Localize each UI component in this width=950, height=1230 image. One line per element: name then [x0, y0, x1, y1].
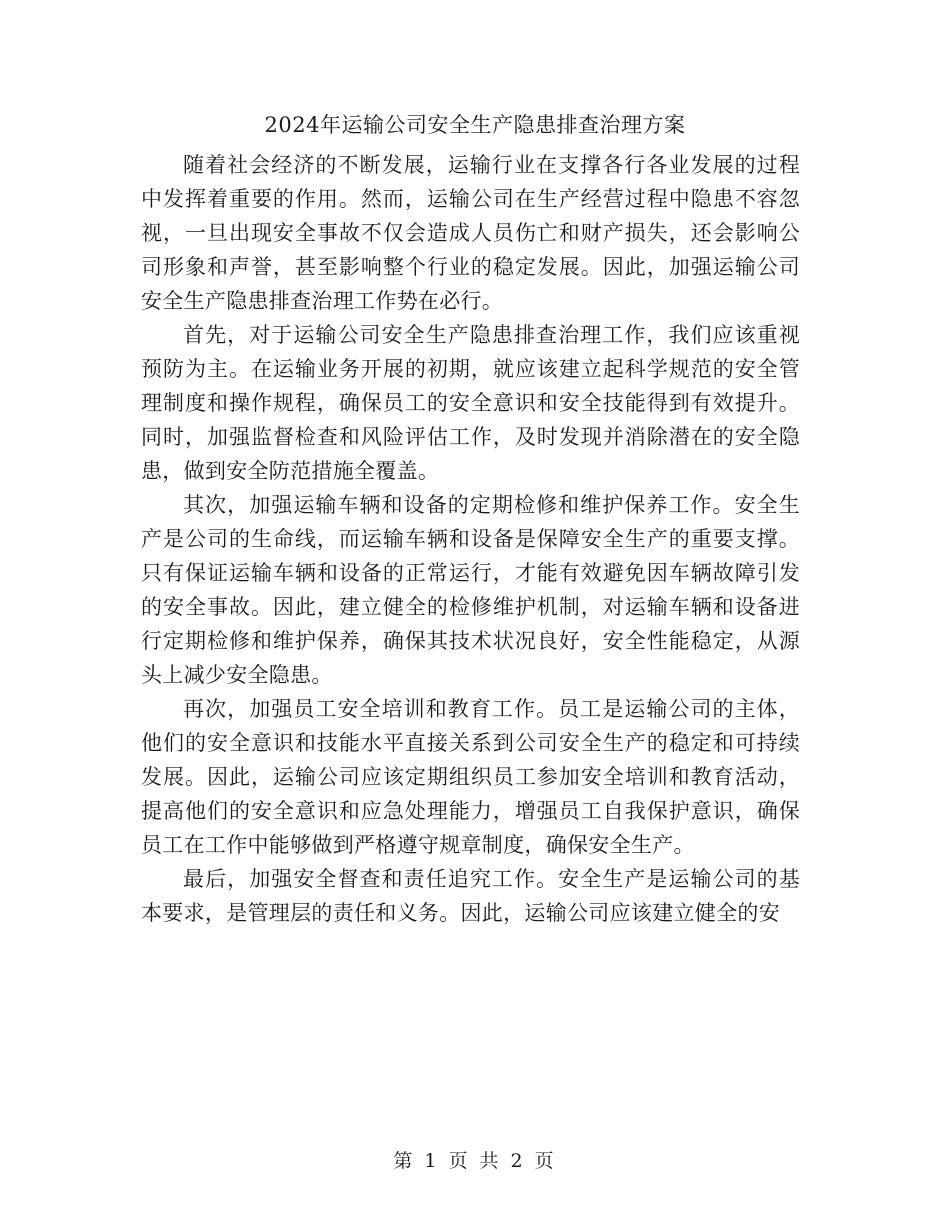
- paragraph-first: 首先，对于运输公司安全生产隐患排查治理工作，我们应该重视预防为主。在运输业务开展的初期，就应该建立起科学规范的安全管理制度和操作规程，确保员工的安全意识和安全技能得到有效提升。同时，加强监督检查和风险评估工作，及时发现并消除潜在的安全隐患，做到安全防范措施全覆盖。: [141, 323, 800, 483]
- paragraph-second: 其次，加强运输车辆和设备的定期检修和维护保养工作。安全生产是公司的生命线，而运输车辆和设备是保障安全生产的重要支撑。只有保证运输车辆和设备的正常运行，才能有效避免因车辆故障引发的安全事故。因此，建立健全的检修维护机制，对运输车辆和设备进行定期检修和维护保养，确保其技术状况良好，安全性能稳定，从源头上减少安全隐患。: [141, 493, 800, 687]
- paragraph-third: 再次，加强员工安全培训和教育工作。员工是运输公司的主体，他们的安全意识和技能水平直接关系到公司安全生产的稳定和可持续发展。因此，运输公司应该定期组织员工参加安全培训和教育活动，提高他们的安全意识和应急处理能力，增强员工自我保护意识，确保员工在工作中能够做到严格遵守规章制度，确保安全生产。: [141, 697, 800, 857]
- document-body: [141, 148, 800, 930]
- page-number-footer: 第 1 页 共 2 页: [393, 1150, 557, 1172]
- paragraph-intro: 随着社会经济的不断发展，运输行业在支撑各行各业发展的过程中发挥着重要的作用。然而，运输公司在生产经营过程中隐患不容忽视，一旦出现安全事故不仅会造成人员伤亡和财产损失，还会影响公司形象和声誉，甚至影响整个行业的稳定发展。因此，加强运输公司安全生产隐患排查治理工作势在必行。: [141, 153, 800, 313]
- paragraph-last: 最后，加强安全督查和责任追究工作。安全生产是运输公司的基本要求，是管理层的责任和义务。因此，运输公司应该建立健全的安: [141, 867, 800, 925]
- document-title: 2024年运输公司安全生产隐患排查治理方案: [264, 113, 686, 137]
